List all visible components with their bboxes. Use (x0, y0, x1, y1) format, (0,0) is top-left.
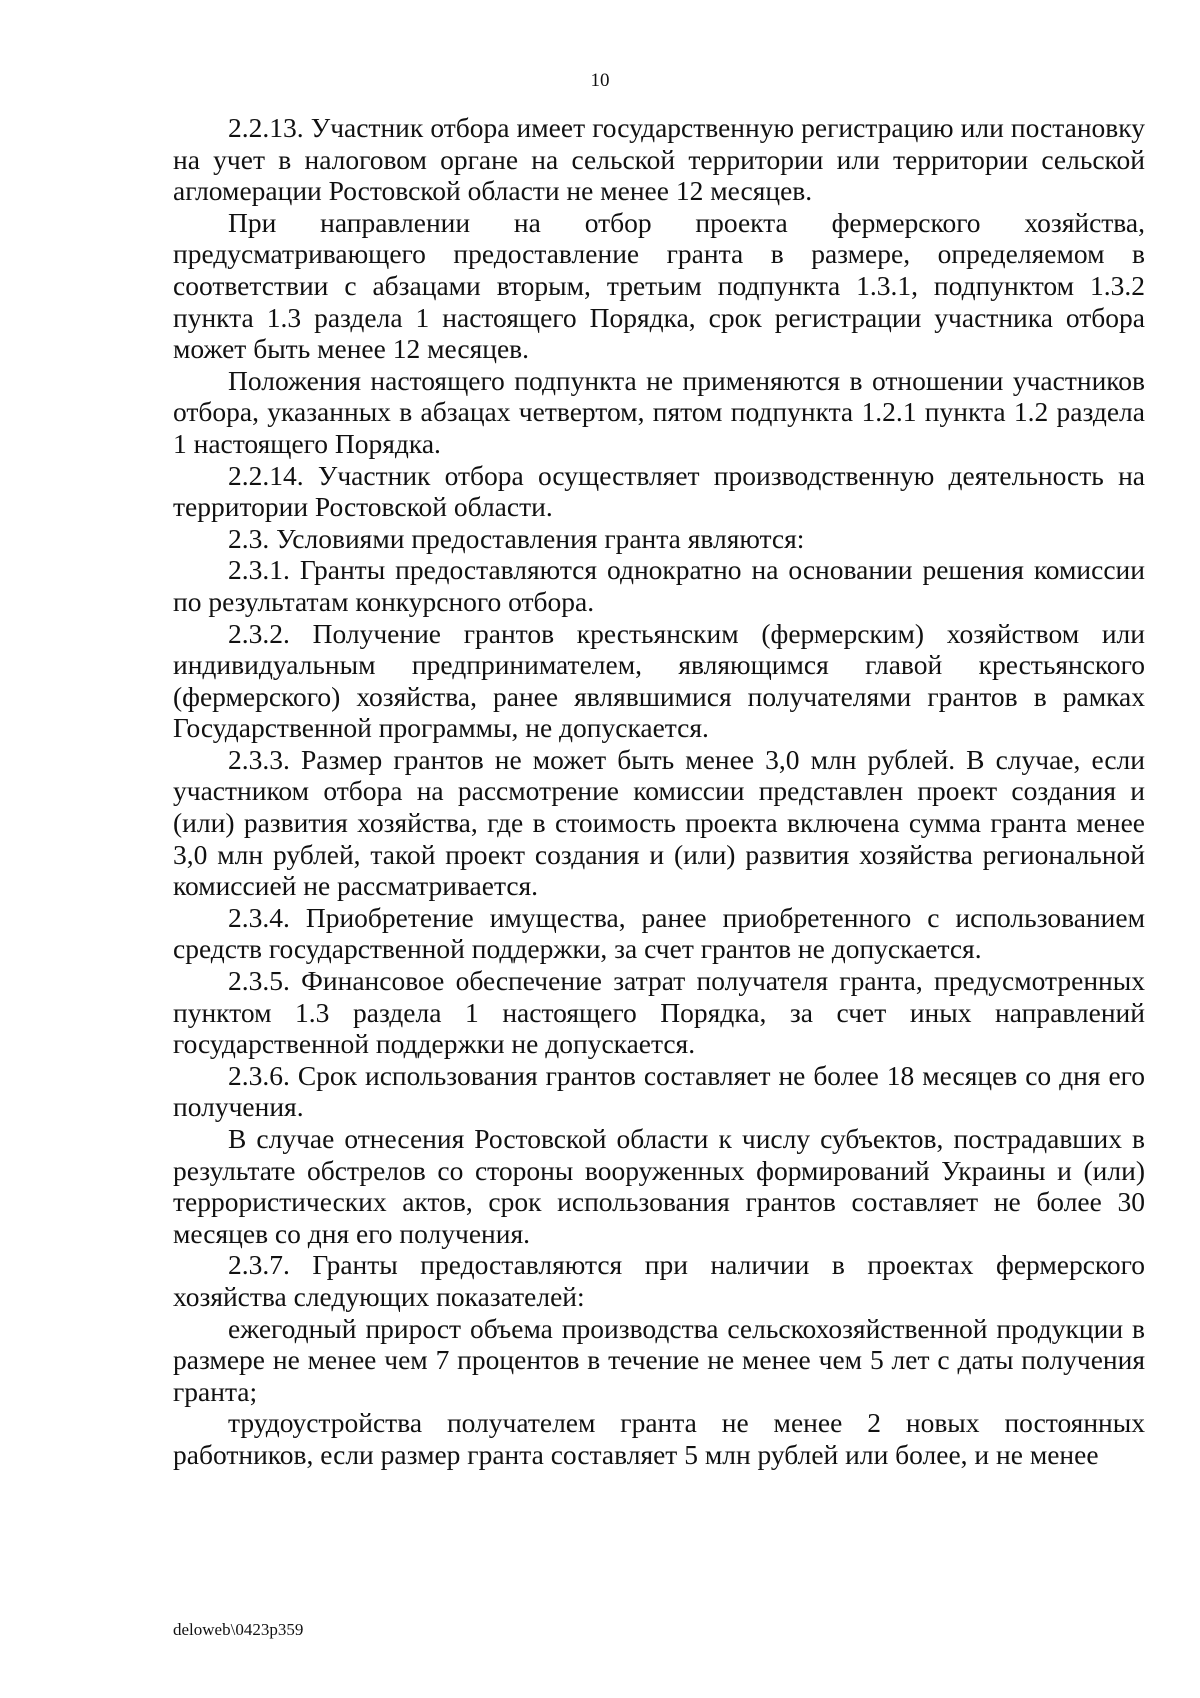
paragraph-production-growth: ежегодный прирост объема производства сельскохозяйственной продукции в размере не менее чем 7 процентов в течение не менее чем 5 лет с даты получения гранта; (173, 1312, 1145, 1407)
page-number: 10 (590, 70, 610, 91)
paragraph-2-3-6: 2.3.6. Срок использования грантов составляет не более 18 месяцев со дня его получения. (173, 1059, 1145, 1123)
paragraph-registration-exception: При направлении на отбор проекта фермерского хозяйства, предусматривающего предоставление гранта в размере, определяемом в соответствии с абзацами вторым, третьим подпункта 1.3.1, подпунктом 1.3.2 пункта 1.3 раздела 1 настоящего Порядка, срок регистрации участника отбора может быть менее 12 месяцев. (173, 206, 1145, 365)
paragraph-2-3-5: 2.3.5. Финансовое обеспечение затрат получателя гранта, предусмотренных пунктом 1.3 раздела 1 настоящего Порядка, за счет иных направлений государственной поддержки не допускается. (173, 965, 1145, 1060)
document-body (173, 112, 1145, 1471)
paragraph-2-3-2: 2.3.2. Получение грантов крестьянским (фермерским) хозяйством или индивидуальным предпринимателем, являющимся главой крестьянского (фермерского) хозяйства, ранее являвшимися получателями грантов в рамках Государственной программы, не допускается. (173, 617, 1145, 744)
paragraph-shelling-case: В случае отнесения Ростовской области к числу субъектов, пострадавших в результате обстрелов со стороны вооруженных формирований Украины и (или) террористических актов, срок использования грантов составляет не более 30 месяцев со дня его получения. (173, 1123, 1145, 1249)
paragraph-2-3-7: 2.3.7. Гранты предоставляются при наличии в проектах фермерского хозяйства следующих показателей: (173, 1249, 1145, 1312)
paragraph-2-3: 2.3. Условиями предоставления гранта являются: (228, 522, 805, 554)
paragraph-provisions-not-applied: Положения настоящего подпункта не применяются в отношении участников отбора, указанных в абзацах четвертом, пятом подпункта 1.2.1 пункта 1.2 раздела 1 настоящего Порядка. (173, 364, 1145, 459)
paragraph-2-2-14: 2.2.14. Участник отбора осуществляет производственную деятельность на территории Ростовской области. (173, 459, 1145, 523)
paragraph-employment: трудоустройства получателем гранта не менее 2 новых постоянных работников, если размер гранта составляет 5 млн рублей или более, и не менее (173, 1407, 1145, 1470)
document-reference: deloweb\0423p359 (173, 1620, 304, 1639)
paragraph-2-3-1: 2.3.1. Гранты предоставляются однократно на основании решения комиссии по результатам конкурсного отбора. (173, 554, 1145, 617)
paragraph-2-3-3: 2.3.3. Размер грантов не может быть менее 3,0 млн рублей. В случае, если участником отбора на рассмотрение комиссии представлен проект создания и (или) развития хозяйства, где в стоимость проекта включена сумма гранта менее 3,0 млн рублей, такой проект создания и (или) развития хозяйства региональной комиссией не рассматривается. (173, 743, 1145, 902)
paragraph-2-3-4: 2.3.4. Приобретение имущества, ранее приобретенного с использованием средств государственной поддержки, за счет грантов не допускается. (173, 901, 1145, 965)
paragraph-2-2-13: 2.2.13. Участник отбора имеет государственную регистрацию или постановку на учет в налоговом органе на сельской территории или территории сельской агломерации Ростовской области не менее 12 месяцев. (173, 112, 1145, 207)
